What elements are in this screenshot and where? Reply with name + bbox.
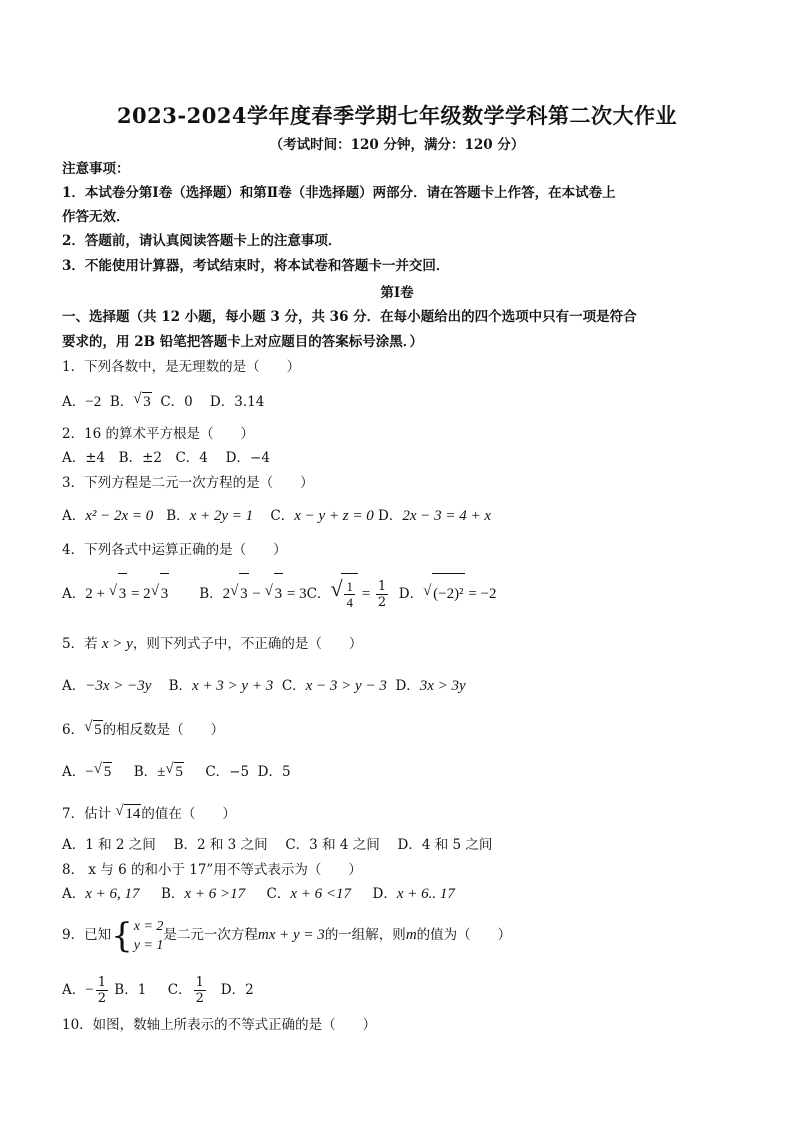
q1-b-sqrt: √ 3 xyxy=(133,391,151,410)
notes-heading: 注意事项： xyxy=(62,161,130,177)
q2-options: A．±4 B．±2 C．4 D．−4 xyxy=(62,450,270,466)
q5-a-label: A． xyxy=(62,678,86,694)
q9-a-frac xyxy=(96,975,108,1006)
q9-a-label: A． xyxy=(62,982,86,998)
q5-stem-math: x > y xyxy=(101,636,133,652)
q9-system-line2: y = 1 xyxy=(133,937,164,953)
q5-c-label: C． xyxy=(281,678,306,694)
q9-c-num: 1 xyxy=(195,975,204,990)
q8-a-label: A． xyxy=(62,886,86,902)
q4-d-radicand: (−2)² xyxy=(432,573,464,614)
q8-d: x + 6.. 17 xyxy=(396,886,455,902)
q9-c-den: 2 xyxy=(195,991,204,1006)
q9-d: D．2 xyxy=(220,982,254,998)
q6-b-sqrt: √ 5 xyxy=(165,761,183,780)
section-instruction-1: 一、选择题（共 12 小题，每小题 3 分，共 36 分．在每小题给出的四个选项中只有一项是符合 xyxy=(62,309,637,325)
q1-b-label: B． xyxy=(109,394,134,410)
q4-c-eq: = xyxy=(357,586,374,602)
q3-a: x² − 2x = 0 xyxy=(85,508,154,524)
q6-b-pre: ± xyxy=(157,764,166,780)
q6-stem-pre: 6． xyxy=(62,722,85,738)
q9-options xyxy=(62,970,254,1010)
q9-stem xyxy=(62,914,511,956)
q6-a-pre: − xyxy=(85,764,94,780)
q1-b-radicand: 3 xyxy=(143,394,151,410)
note-3: 3．不能使用计算器，考试结束时，将本试卷和答题卡一并交回． xyxy=(62,258,450,274)
q5-d-label: D． xyxy=(395,678,420,694)
q5-stem xyxy=(62,635,362,653)
q5-b: x + 3 > y + 3 xyxy=(192,678,274,694)
q6-options xyxy=(62,762,291,781)
q8-d-label: D． xyxy=(372,886,397,902)
q7-options: A．1 和 2 之间 B．2 和 3 之间 C．3 和 4 之间 D．4 和 5 之间 xyxy=(62,837,493,853)
q4-c-rnum: 1 xyxy=(377,579,387,594)
q4-d-label: D． xyxy=(398,586,424,602)
q4-stem: 4．下列各式中运算正确的是（ ） xyxy=(62,542,287,558)
q6-b-label: B． xyxy=(133,764,158,780)
q4-b-sqrt2: √ 3 xyxy=(265,573,284,614)
note-1-cont: 作答无效． xyxy=(62,209,130,225)
q4-c-num: 1 xyxy=(346,579,353,595)
q4-c-den: 4 xyxy=(346,595,353,611)
q9-b: B．1 xyxy=(114,982,147,998)
q8-b: x + 6 >17 xyxy=(184,886,246,902)
q7-stem-post: 的值在（ ） xyxy=(141,806,236,822)
q8-c: x + 6 <17 xyxy=(290,886,352,902)
q8-stem: 8． x 与 6 的和小于 17”用不等式表示为（ ） xyxy=(62,862,362,878)
q4-a-mid: = 2 xyxy=(127,586,151,602)
q6-c: C．−5 xyxy=(205,764,250,780)
q5-c: x − 3 > y − 3 xyxy=(305,678,387,694)
q9-system-line1: x = 2 xyxy=(133,918,164,934)
q9-stem-pre: 9．已知 xyxy=(62,927,112,943)
q1-a: −2 xyxy=(85,394,102,410)
q4-b-sqrt: √ 3 xyxy=(230,573,249,614)
q5-options xyxy=(62,677,466,695)
q4-a-sqrt: √ 3 xyxy=(109,573,128,614)
q6-stem xyxy=(62,720,224,739)
q9-system xyxy=(134,917,164,955)
q4-b-radicand: 3 xyxy=(239,573,249,614)
q9-c-frac xyxy=(194,975,206,1006)
q3-options xyxy=(62,507,491,525)
q4-a-sqrt2: √ 3 xyxy=(151,573,170,614)
q7-stem-pre: 7．估计 xyxy=(62,806,116,822)
q7-stem xyxy=(62,804,236,823)
q4-d-sqrt: √ (−2)² xyxy=(423,573,464,614)
q9-a-pre: − xyxy=(85,982,94,998)
q5-b-label: B． xyxy=(168,678,193,694)
q3-c-label: C． xyxy=(270,508,295,524)
q9-stem-eq: mx + y = 3 xyxy=(257,927,325,943)
q1-stem: 1．下列各数中，是无理数的是（ ） xyxy=(62,359,301,375)
q4-c-rfrac xyxy=(376,579,388,610)
q6-stem-post: 的相反数是（ ） xyxy=(102,722,225,738)
page-title: 2023-2024学年度春季学期七年级数学学科第二次大作业 xyxy=(116,103,678,128)
q9-stem-end: 的值为（ ） xyxy=(416,927,512,943)
q3-c: x − y + z = 0 xyxy=(294,508,374,524)
q3-b: x + 2y = 1 xyxy=(189,508,254,524)
q1-a-label: A． xyxy=(62,394,86,410)
q3-d-label: D． xyxy=(378,508,403,524)
q8-c-label: C． xyxy=(266,886,291,902)
q5-d: 3x > 3y xyxy=(419,678,466,694)
q4-c-frac xyxy=(344,579,355,610)
section-label: 第Ⅰ卷 xyxy=(380,285,414,301)
q1-options xyxy=(62,392,264,411)
q5-stem-post: ，则下列式子中，不正确的是（ ） xyxy=(132,636,363,652)
q6-a-sqrt: √ 5 xyxy=(93,761,112,780)
q1-c: C．0 xyxy=(160,394,193,410)
q4-a-radicand2: 3 xyxy=(160,573,170,614)
q8-a: x + 6, 17 xyxy=(85,886,140,902)
q4-b-label: B． xyxy=(199,586,223,602)
q4-options xyxy=(62,573,496,614)
q4-b-radicand2: 3 xyxy=(274,573,284,614)
q6-stem-sqrt: √ 5 xyxy=(84,719,102,738)
q4-a-radicand: 3 xyxy=(118,573,128,614)
q4-b-mid: − xyxy=(248,586,265,602)
q4-a-pre: 2 + xyxy=(85,586,109,602)
q5-a: −3x > −3y xyxy=(85,678,152,694)
q4-d-post: = −2 xyxy=(464,586,497,602)
q9-c-label: C． xyxy=(167,982,192,998)
note-1: 1．本试卷分第Ⅰ卷（选择题）和第Ⅱ卷（非选择题）两部分．请在答题卡上作答，在本试卷上 xyxy=(62,185,616,201)
q9-a-den: 2 xyxy=(97,991,106,1006)
q8-options xyxy=(62,885,455,903)
q9-a-num: 1 xyxy=(97,975,106,990)
q4-b-post: = 3 xyxy=(283,586,307,602)
exam-subtitle: （考试时间：120 分钟，满分：120 分） xyxy=(269,137,525,153)
q3-d: 2x − 3 = 4 + x xyxy=(402,508,492,524)
q3-stem: 3．下列方程是二元一次方程的是（ ） xyxy=(62,475,314,491)
q1-d: D．3.14 xyxy=(209,394,265,410)
q6-stem-radicand: 5 xyxy=(94,722,102,738)
q4-c-sqrt: √ $\frac{1}{4}$ xyxy=(330,573,358,614)
q6-b-radicand: 5 xyxy=(175,764,183,780)
q3-b-label: B． xyxy=(166,508,190,524)
q3-a-label: A． xyxy=(62,508,86,524)
q5-stem-pre: 5．若 xyxy=(62,636,102,652)
section-instruction-2: 要求的，用 2B 铅笔把答题卡上对应题目的答案标号涂黑．） xyxy=(62,334,423,350)
q6-d: D．5 xyxy=(257,764,291,780)
note-2: 2．答题前，请认真阅读答题卡上的注意事项． xyxy=(62,233,342,249)
q9-stem-mid: 是二元一次方程 xyxy=(163,927,258,943)
q6-a-radicand: 5 xyxy=(103,764,112,780)
q4-c-label: C． xyxy=(306,586,331,602)
q4-b-pre: 2 xyxy=(222,586,231,602)
q4-c-rden: 2 xyxy=(377,595,387,610)
q4-a-label: A． xyxy=(62,586,86,602)
left-brace-icon: { xyxy=(111,915,133,956)
q7-stem-radicand: 14 xyxy=(125,806,141,822)
q10-stem: 10．如图，数轴上所表示的不等式正确的是（ ） xyxy=(62,1017,377,1033)
q6-a-label: A． xyxy=(62,764,86,780)
q2-stem: 2．16 的算术平方根是（ ） xyxy=(62,426,255,442)
q7-stem-sqrt: √ 14 xyxy=(115,803,141,822)
q9-stem-post: 的一组解，则 xyxy=(324,927,406,943)
q9-stem-var: m xyxy=(405,927,417,943)
q8-b-label: B． xyxy=(161,886,185,902)
